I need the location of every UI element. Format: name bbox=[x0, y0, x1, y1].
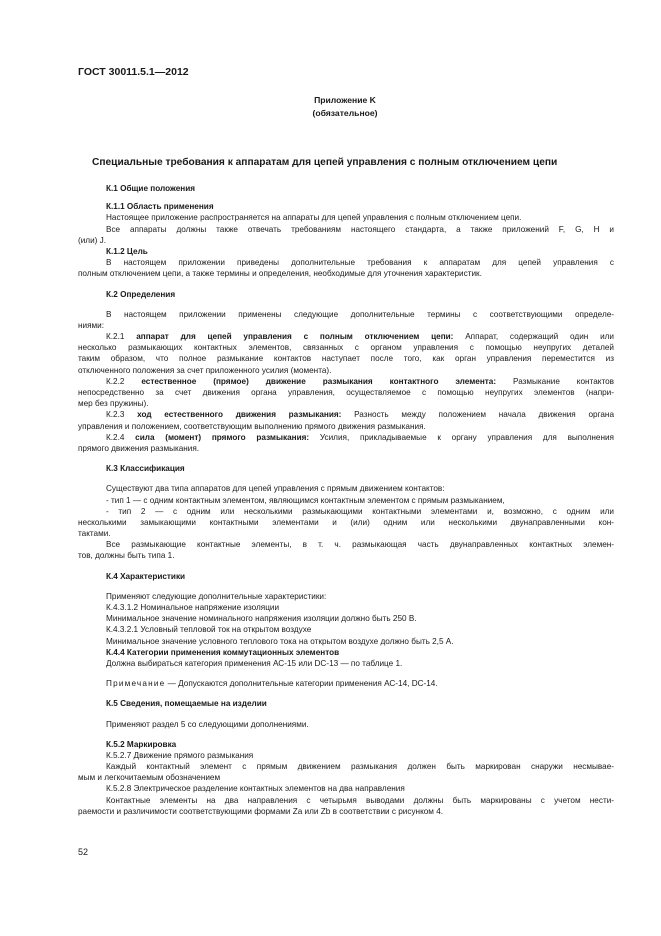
section-heading-k5-2: К.5.2 Маркировка bbox=[106, 739, 177, 749]
note bbox=[78, 678, 614, 689]
section-heading-k3: К.3 Классификация bbox=[106, 464, 185, 474]
paragraph-line: Существуют два типа аппаратов для цепей управления с прямым движением контактов: bbox=[106, 484, 445, 494]
annex-title: Приложение K bbox=[314, 95, 376, 105]
section-heading-k1-2: К.1.2 Цель bbox=[106, 246, 148, 256]
definition-number: К.2.4 bbox=[106, 432, 136, 442]
definition-text: Разность между положением начала движения органа bbox=[341, 410, 614, 420]
paragraph-line: В настоящем приложении приведены дополнительные требования к аппаратам для цепей управления с bbox=[106, 258, 614, 268]
paragraph-line: Минимальное значение номинального напряжения изоляции должно быть 250 В. bbox=[106, 614, 417, 624]
paragraph-line: тактами. bbox=[78, 529, 111, 539]
definition-k2-4 bbox=[78, 432, 614, 443]
paragraph-line: тов, должны быть типа 1. bbox=[78, 551, 175, 561]
section-heading-k2: К.2 Определения bbox=[106, 289, 176, 299]
definition-number: К.2.1 bbox=[106, 332, 137, 342]
paragraph-line: мер без пружины). bbox=[78, 399, 149, 409]
paragraph-line: Минимальное значение условного теплового тока на открытом воздухе должно быть 2,5 А. bbox=[106, 636, 454, 646]
paragraph-line: К.5.2.7 Движение прямого размыкания bbox=[106, 750, 254, 760]
paragraph-line: управления и положением, соответствующим выполнению прямого движения размыкания. bbox=[78, 421, 426, 431]
definition-number: К.2.2 bbox=[106, 376, 142, 386]
list-item: - тип 2 — с одним или несколькими размыкающими контактными элементами и, возможно, с одним или bbox=[106, 506, 614, 516]
paragraph-line: Контактные элементы на два направления с четырьмя выводами должны быть маркированы с учетом нести- bbox=[106, 795, 614, 805]
paragraph-line: таким образом, что полное размыкание контактов наступает после того, как орган управления переместится из bbox=[78, 354, 614, 364]
annex-status: (обязательное) bbox=[312, 108, 378, 118]
paragraph-line: К.5.2.8 Электрическое разделение контактных элементов на два направления bbox=[106, 784, 405, 794]
paragraph-line: непосредственно за счет движения органа управления, осуществляемое с помощью неупругих элементов (напри- bbox=[78, 388, 614, 397]
paragraph-line: полным отключением цепи, а также термины и определения, необходимые для уточнения характеристик. bbox=[78, 269, 482, 279]
paragraph-line: Настоящее приложение распространяется на аппараты для цепей управления с полным отключением цепи. bbox=[106, 213, 522, 223]
definition-k2-1 bbox=[78, 331, 614, 342]
section-heading-k1: К.1 Общие положения bbox=[106, 184, 196, 193]
note-label: Примечание bbox=[106, 679, 166, 689]
paragraph-line: В настоящем приложении применены следующие дополнительные термины с соответствующими определе- bbox=[106, 309, 614, 319]
page-number: 52 bbox=[78, 847, 89, 857]
paragraph-line: Должна выбираться категория применения АС-15 или DC-13 — по таблице 1. bbox=[106, 658, 403, 668]
definition-k2-3 bbox=[78, 409, 614, 420]
list-item: - тип 1 — с одним контактным элементом, являющимся контактным элементом с прямым размыканием, bbox=[106, 495, 505, 505]
paragraph-line: мым и легкочитаемым обозначением bbox=[78, 773, 221, 783]
paragraph-line: К.4.3.2.1 Условный тепловой ток на открытом воздухе bbox=[106, 625, 312, 635]
paragraph-line: Применяют раздел 5 со следующими дополнениями. bbox=[106, 719, 309, 729]
paragraph-line: несколько размыкающих контактных элементов, связанных с органом управления с помощью неупругих деталей bbox=[78, 343, 614, 353]
definition-term: ход естественного движения размыкания: bbox=[137, 410, 342, 420]
definition-term: сила (момент) прямого размыкания: bbox=[135, 432, 310, 442]
paragraph-line: прямого движения размыкания. bbox=[78, 443, 200, 453]
paragraph-line: Каждый контактный элемент с прямым движением размыкания должен быть маркирован снаружи несмывае- bbox=[106, 762, 614, 772]
paragraph-line: Применяют следующие дополнительные характеристики: bbox=[106, 591, 327, 601]
section-heading-k1-1: К.1.1 Область применения bbox=[106, 202, 214, 212]
definition-term: естественное (прямое) движение размыкания контактного элемента: bbox=[141, 376, 497, 386]
definition-text: Размыкание контактов bbox=[496, 376, 614, 386]
paragraph-line: Все размыкающие контактные элементы, в т. ч. размыкающая часть двунаправленных контактных элемен- bbox=[106, 540, 614, 550]
section-heading-k5: К.5 Сведения, помещаемые на изделии bbox=[106, 699, 267, 709]
paragraph-line: К.4.3.1.2 Номинальное напряжение изоляции bbox=[106, 603, 280, 612]
paragraph-line: Все аппараты должны также отвечать требованиям настоящего стандарта, а также приложений F, G, H и bbox=[106, 224, 614, 234]
definition-text: Усилия, прикладываемые к органу управления для выполнения bbox=[309, 432, 614, 442]
definition-term: аппарат для цепей управления с полным отключением цепи: bbox=[136, 332, 454, 342]
paragraph-line: (или) J. bbox=[78, 235, 107, 245]
document-title: Специальные требования к аппаратам для цепей управления с полным отключением цепи bbox=[92, 157, 558, 168]
section-heading-k4: К.4 Характеристики bbox=[106, 571, 186, 581]
definition-number: К.2.3 bbox=[106, 410, 138, 420]
paragraph-line: раемости и различимости соответствующими формами Za или Zb в соответствии с рисунком 4. bbox=[78, 806, 444, 816]
document-body bbox=[78, 183, 614, 817]
definition-text: Аппарат, содержащий один или bbox=[453, 332, 614, 342]
section-heading-k4-4: К.4.4 Категории применения коммутационных элементов bbox=[106, 647, 340, 657]
paragraph-line: несколькими замыкающими контактными элементами и (или) одним или несколькими двунаправленными кон- bbox=[78, 517, 614, 527]
definition-k2-2 bbox=[78, 376, 614, 387]
paragraph-line: ниями: bbox=[78, 320, 105, 330]
standard-header: ГОСТ 30011.5.1—2012 bbox=[78, 66, 189, 78]
note-text: — Допускаются дополнительные категории применения АС-14, DC-14. bbox=[165, 679, 438, 689]
paragraph-line: отключенного положения за счет приложенного усилия (момента). bbox=[78, 365, 332, 375]
